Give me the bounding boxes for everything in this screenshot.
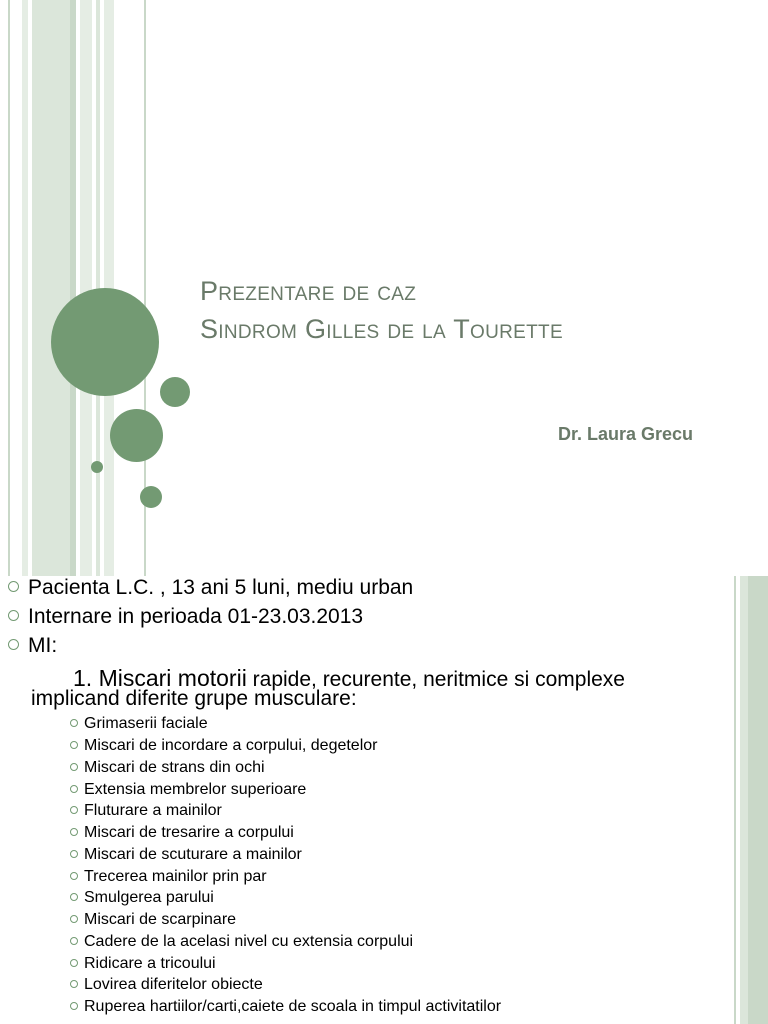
bullet-circle-icon	[8, 581, 19, 592]
decorative-circle-large	[51, 288, 159, 396]
sub-bullet-item: Grimaserii faciale	[70, 715, 208, 733]
sub-bullet-item: Cadere de la acelasi nivel cu extensia corpului	[70, 933, 413, 951]
bullet-circle-icon	[70, 1002, 78, 1010]
content-slide	[0, 576, 768, 1024]
sub-bullet-item: Fluturare a mainilor	[70, 802, 222, 820]
sub-bullet-item: Miscari de scuturare a mainilor	[70, 846, 302, 864]
stripe	[70, 0, 76, 576]
stripe	[8, 0, 10, 576]
sub-bullet-item: Miscari de strans din ochi	[70, 759, 265, 777]
decorative-circle	[91, 461, 103, 473]
bullet-circle-icon	[70, 741, 78, 749]
decorative-circle	[110, 409, 163, 462]
sub-bullet-item: Miscari de tresarire a corpului	[70, 824, 294, 842]
bullet-circle-icon	[70, 980, 78, 988]
bullet-circle-icon	[70, 915, 78, 923]
bullet-circle-icon	[70, 872, 78, 880]
bullet-circle-icon	[70, 850, 78, 858]
bullet-circle-icon	[70, 763, 78, 771]
bullet-circle-icon	[70, 719, 78, 727]
sub-bullet-item: Smulgerea parului	[70, 889, 214, 907]
sub-bullet-item: Miscari de scarpinare	[70, 911, 236, 929]
bullet-circle-icon	[70, 828, 78, 836]
sub-bullet-item: Ruperea hartiilor/carti,caiete de scoala in timpul activitatilor	[70, 998, 501, 1016]
stripe	[748, 576, 768, 1024]
bullet-circle-icon	[70, 806, 78, 814]
sub-bullet-item: Extensia membrelor superioare	[70, 781, 306, 799]
sub-bullet-item: Miscari de incordare a corpului, degetelor	[70, 737, 377, 755]
slide-title-line-1: Prezentare de caz	[200, 276, 417, 306]
bullet-circle-icon	[70, 937, 78, 945]
stripe	[22, 0, 28, 576]
stripe	[32, 0, 70, 576]
sub-bullet-item: Trecerea mainilor prin par	[70, 868, 267, 886]
sub-bullet-item: Lovirea diferitelor obiecte	[70, 976, 263, 994]
bullet-item: Internare in perioada 01-23.03.2013	[8, 605, 363, 629]
bullet-item: MI:	[8, 634, 57, 658]
decorative-circle	[140, 486, 162, 508]
slide-title-line-2: Sindrom Gilles de la Tourette	[200, 314, 563, 344]
stripe	[740, 576, 748, 1024]
author-name: Dr. Laura Grecu	[558, 424, 694, 444]
bullet-circle-icon	[8, 639, 19, 650]
decorative-circle	[160, 377, 190, 407]
bullet-circle-icon	[70, 785, 78, 793]
sub-bullet-item: Ridicare a tricoului	[70, 955, 216, 973]
paragraph-line-1: 1. Miscari motorii rapide, recurente, neritmice si complexe	[73, 665, 625, 691]
paragraph-emphasis: 1. Miscari motorii	[73, 665, 247, 691]
paragraph-line-2: implicand diferite grupe musculare:	[31, 687, 357, 710]
bullet-circle-icon	[70, 959, 78, 967]
stripe	[80, 0, 92, 576]
bullet-item: Pacienta L.C. , 13 ani 5 luni, mediu urban	[8, 576, 413, 600]
stripe	[734, 576, 736, 1024]
bullet-circle-icon	[8, 610, 19, 621]
bullet-circle-icon	[70, 893, 78, 901]
